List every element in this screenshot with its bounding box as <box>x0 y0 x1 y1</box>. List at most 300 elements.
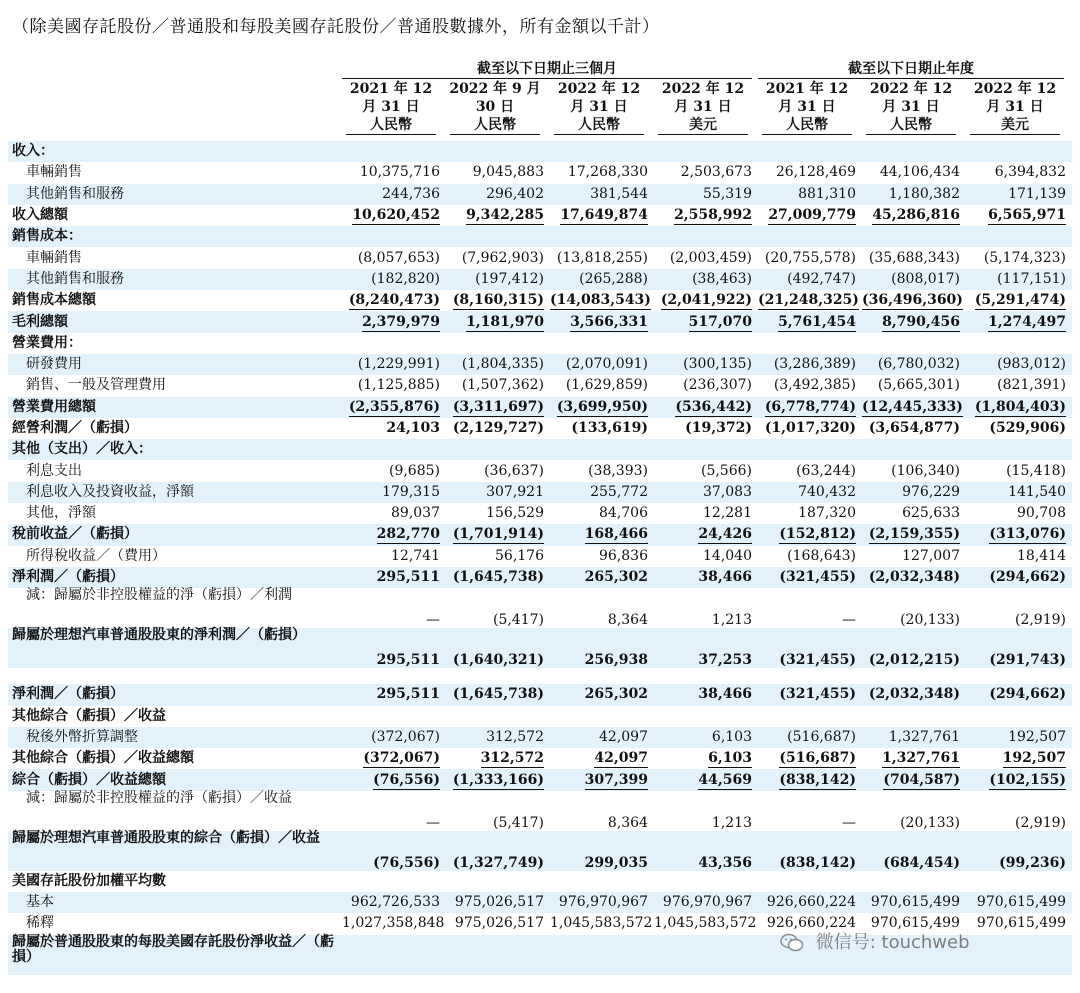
column-currency: 人民幣 <box>866 116 956 135</box>
cell-value <box>550 913 654 934</box>
cell-text: 127,007 <box>902 547 960 564</box>
cell-value <box>550 748 654 769</box>
cell-value <box>342 791 446 831</box>
cell-value <box>862 546 966 567</box>
cell-text: (821,391) <box>997 377 1066 394</box>
cell-value <box>758 439 862 460</box>
cell-value <box>550 439 654 460</box>
table-row <box>8 503 1072 524</box>
cell-value <box>654 311 758 332</box>
cell-text: 975,026,517 <box>454 894 544 911</box>
column-date: 2022 年 12 月 31 日 <box>869 81 953 115</box>
cell-text: (133,619) <box>571 420 648 436</box>
cell-value <box>550 892 654 913</box>
cell-text: (2,129,727) <box>452 420 544 436</box>
row-label: 減：歸屬於非控股權益的淨（虧損）／收益 <box>26 789 292 806</box>
cell-text: 9,045,883 <box>472 164 544 181</box>
cell-value <box>758 567 862 588</box>
cell-text: 881,310 <box>798 185 856 202</box>
cell-value <box>758 706 862 727</box>
row-label <box>8 668 342 684</box>
cell-value <box>966 831 1072 871</box>
cell-text: (20,133) <box>900 814 960 831</box>
cell-value <box>758 524 862 545</box>
cell-value <box>342 460 446 481</box>
cell-value <box>550 871 654 892</box>
table-row <box>8 397 1072 418</box>
cell-value <box>654 205 758 226</box>
cell-text: 43,356 <box>698 854 752 871</box>
cell-value <box>966 684 1072 705</box>
cell-value <box>862 290 966 311</box>
cell-text: 1,045,583,572 <box>550 915 653 932</box>
table-header <box>0 56 1080 140</box>
cell-text: 1,181,970 <box>466 313 544 330</box>
cell-text: 975,026,517 <box>454 915 544 932</box>
column-header <box>966 80 1064 135</box>
cell-text: (492,747) <box>787 270 856 287</box>
cell-value <box>966 397 1072 418</box>
cell-value <box>862 892 966 913</box>
cell-value <box>446 247 550 268</box>
cell-value <box>758 184 862 205</box>
cell-value <box>342 706 446 727</box>
table-row <box>8 418 1072 439</box>
cell-value <box>654 354 758 375</box>
cell-value <box>966 503 1072 524</box>
cell-value <box>758 333 862 354</box>
cell-value <box>966 727 1072 748</box>
cell-text: (294,662) <box>989 686 1066 703</box>
cell-text: (1,640,321) <box>452 652 544 669</box>
cell-text: (5,174,323) <box>983 249 1066 266</box>
cell-value <box>550 247 654 268</box>
cell-value <box>550 668 654 684</box>
cell-value <box>758 247 862 268</box>
cell-text: 970,615,499 <box>976 894 1066 911</box>
cell-value <box>654 482 758 503</box>
cell-value <box>862 354 966 375</box>
cell-value <box>966 588 1072 628</box>
cell-text: (2,919) <box>1014 814 1066 831</box>
cell-value <box>342 546 446 567</box>
cell-text: 8,790,456 <box>882 313 960 330</box>
cell-text: (372,067) <box>371 728 440 745</box>
row-label: 其他綜合（虧損）／收益總額 <box>12 750 194 767</box>
cell-text: 168,466 <box>584 526 648 543</box>
cell-text: (1,804,335) <box>461 356 544 373</box>
cell-text: (1,327,749) <box>452 854 544 871</box>
cell-text: (117,151) <box>997 270 1066 287</box>
cell-text: (76,556) <box>373 854 440 871</box>
cell-value <box>758 269 862 290</box>
cell-text: 3,566,331 <box>570 313 648 330</box>
cell-text: (3,311,697) <box>452 398 544 415</box>
cell-text: (1,645,738) <box>452 569 544 586</box>
cell-text: 18,414 <box>1017 547 1066 564</box>
cell-value <box>862 668 966 684</box>
cell-value <box>758 290 862 311</box>
cell-value <box>758 871 862 892</box>
cell-value <box>654 184 758 205</box>
cell-text: (1,701,914) <box>452 526 544 543</box>
row-label: 車輛銷售 <box>26 164 82 181</box>
cell-value <box>966 290 1072 311</box>
row-label: 銷售、一般及管理費用 <box>26 377 166 394</box>
cell-value <box>966 706 1072 727</box>
table-row <box>8 439 1072 460</box>
cell-text: (2,355,876) <box>348 398 440 415</box>
cell-value <box>342 418 446 439</box>
column-date: 2021 年 12 月 31 日 <box>765 81 849 115</box>
cell-value <box>550 588 654 628</box>
cell-text: 56,176 <box>495 547 544 564</box>
cell-text: 296,402 <box>486 185 544 202</box>
cell-value <box>654 290 758 311</box>
cell-value <box>966 418 1072 439</box>
column-header <box>654 80 752 135</box>
table-row <box>8 141 1072 162</box>
cell-value <box>654 397 758 418</box>
cell-value <box>654 668 758 684</box>
cell-value <box>758 892 862 913</box>
cell-text: — <box>842 612 856 629</box>
cell-value <box>550 460 654 481</box>
cell-value <box>446 706 550 727</box>
cell-text: (2,159,355) <box>868 526 960 543</box>
cell-text: 312,572 <box>486 728 544 745</box>
cell-text: (102,155) <box>989 771 1066 788</box>
table-row <box>8 290 1072 311</box>
cell-value <box>758 418 862 439</box>
cell-text: 1,213 <box>711 612 752 629</box>
cell-value <box>966 354 1072 375</box>
cell-text: (321,455) <box>779 569 856 586</box>
cell-text: 962,726,533 <box>350 894 440 911</box>
cell-value <box>550 482 654 503</box>
cell-text: 55,319 <box>703 185 752 202</box>
cell-value <box>862 375 966 396</box>
cell-text: (35,688,343) <box>868 249 960 266</box>
cell-text: (197,412) <box>475 270 544 287</box>
table-row <box>8 333 1072 354</box>
cell-value <box>446 831 550 871</box>
cell-value <box>550 628 654 668</box>
cell-value <box>862 831 966 871</box>
cell-value <box>550 162 654 183</box>
cell-text: 141,540 <box>1008 483 1066 500</box>
group-three-months: 截至以下日期止三個月 <box>477 61 617 77</box>
cell-value <box>550 524 654 545</box>
cell-value <box>966 439 1072 460</box>
cell-value <box>342 727 446 748</box>
column-date: 2022 年 12 月 31 日 <box>973 81 1057 115</box>
cell-text: 2,379,979 <box>362 313 440 330</box>
column-currency: 人民幣 <box>346 116 436 135</box>
cell-value <box>758 668 862 684</box>
cell-value <box>966 546 1072 567</box>
row-label: 毛利總額 <box>8 311 342 332</box>
cell-value <box>758 482 862 503</box>
cell-text: 625,633 <box>902 505 960 522</box>
cell-value <box>966 141 1072 162</box>
cell-text: (300,135) <box>683 356 752 373</box>
cell-value <box>966 226 1072 247</box>
cell-value <box>654 375 758 396</box>
cell-value <box>342 162 446 183</box>
row-label: 營業費用總額 <box>8 397 342 418</box>
cell-text: 187,320 <box>798 505 856 522</box>
cell-text: (14,083,543) <box>550 292 651 309</box>
cell-text: 307,399 <box>584 771 648 788</box>
row-label: 歸屬於普通股股東的每股美國存託股份淨收益／（虧損） <box>8 935 342 975</box>
cell-text: 24,426 <box>698 526 752 543</box>
cell-value <box>342 226 446 247</box>
cell-value <box>654 706 758 727</box>
cell-value <box>966 205 1072 226</box>
cell-text: 17,649,874 <box>560 207 648 224</box>
cell-text: (321,455) <box>779 652 856 669</box>
cell-value <box>342 354 446 375</box>
cell-value <box>966 871 1072 892</box>
cell-value <box>446 769 550 790</box>
cell-text: 37,253 <box>698 652 752 669</box>
cell-text: (529,906) <box>989 420 1066 436</box>
cell-text: (536,442) <box>675 398 752 415</box>
column-header <box>446 80 544 135</box>
cell-text: (76,556) <box>373 771 440 788</box>
cell-value <box>862 628 966 668</box>
cell-value <box>654 588 758 628</box>
cell-value <box>654 333 758 354</box>
cell-value <box>758 748 862 769</box>
cell-text: (21,248,325) <box>758 292 859 309</box>
cell-value <box>550 333 654 354</box>
cell-text: 156,529 <box>486 505 544 522</box>
cell-text: 255,772 <box>590 483 648 500</box>
cell-text: 517,070 <box>688 313 752 330</box>
cell-text: 5,761,454 <box>778 313 856 330</box>
cell-value <box>446 588 550 628</box>
cell-value <box>966 269 1072 290</box>
cell-text: 44,106,434 <box>879 164 960 181</box>
cell-value <box>654 727 758 748</box>
cell-text: 37,083 <box>703 483 752 500</box>
cell-text: 2,558,992 <box>674 207 752 224</box>
cell-text: (3,699,950) <box>556 398 648 415</box>
cell-value <box>550 290 654 311</box>
cell-value <box>446 668 550 684</box>
cell-value <box>342 935 446 975</box>
cell-value <box>342 141 446 162</box>
cell-value <box>654 546 758 567</box>
cell-text: (3,654,877) <box>868 420 960 436</box>
cell-value <box>758 684 862 705</box>
cell-text: — <box>426 814 440 831</box>
cell-value <box>654 524 758 545</box>
column-header <box>862 80 960 135</box>
cell-value <box>862 311 966 332</box>
cell-text: (808,017) <box>891 270 960 287</box>
cell-value <box>446 628 550 668</box>
column-date: 2022 年 12 月 31 日 <box>661 81 745 115</box>
cell-value <box>446 503 550 524</box>
cell-text: 10,620,452 <box>352 207 440 224</box>
cell-text: (2,041,922) <box>660 292 752 309</box>
cell-value <box>342 871 446 892</box>
cell-text: 1,027,358,848 <box>342 915 445 932</box>
cell-value <box>862 871 966 892</box>
cell-text: (12,445,333) <box>862 398 963 415</box>
cell-text: (313,076) <box>989 526 1066 543</box>
cell-value <box>446 354 550 375</box>
table-row <box>8 460 1072 481</box>
cell-text: (9,685) <box>388 462 440 479</box>
cell-value <box>966 460 1072 481</box>
watermark-text: 微信号: touchweb <box>815 932 970 953</box>
column-currency: 美元 <box>658 116 748 135</box>
cell-text: 295,511 <box>376 652 440 669</box>
cell-value <box>862 727 966 748</box>
table-row <box>8 482 1072 503</box>
cell-text: (1,629,859) <box>565 377 648 394</box>
cell-value <box>342 913 446 934</box>
cell-value <box>342 668 446 684</box>
cell-value <box>446 333 550 354</box>
table-row <box>8 269 1072 290</box>
cell-value <box>550 769 654 790</box>
column-header <box>342 80 440 135</box>
cell-text: (5,417) <box>492 814 544 831</box>
cell-text: 42,097 <box>594 750 648 767</box>
cell-text: 976,970,967 <box>558 894 648 911</box>
row-label: 銷售成本： <box>8 226 342 247</box>
cell-text: (6,778,774) <box>764 398 856 415</box>
cell-text: (2,003,459) <box>669 249 752 266</box>
cell-value <box>446 460 550 481</box>
cell-text: (372,067) <box>363 750 440 767</box>
cell-text: 2,503,673 <box>680 164 752 181</box>
column-header <box>758 80 856 135</box>
row-label: 減：歸屬於非控股權益的淨（虧損）／利潤 <box>26 587 292 604</box>
cell-value <box>342 588 446 628</box>
cell-text: 38,466 <box>698 686 752 703</box>
table-row <box>8 871 1072 892</box>
cell-value <box>758 375 862 396</box>
cell-value <box>446 269 550 290</box>
cell-value <box>446 141 550 162</box>
cell-value <box>862 684 966 705</box>
cell-text: (6,780,032) <box>877 356 960 373</box>
row-label: 淨利潤／（虧損） <box>8 684 342 705</box>
cell-value <box>446 375 550 396</box>
cell-value <box>966 892 1072 913</box>
cell-value <box>550 418 654 439</box>
cell-value <box>862 503 966 524</box>
cell-value <box>758 503 862 524</box>
income-statement-table <box>8 141 1072 975</box>
cell-value <box>862 460 966 481</box>
cell-value <box>862 791 966 831</box>
cell-value <box>446 205 550 226</box>
cell-value <box>654 748 758 769</box>
cell-text: 38,466 <box>698 569 752 586</box>
cell-text: (19,372) <box>685 420 752 436</box>
cell-value <box>342 831 446 871</box>
cell-text: (36,496,360) <box>862 292 963 309</box>
row-label: 收入： <box>8 141 342 162</box>
cell-value <box>550 935 654 975</box>
cell-value <box>966 333 1072 354</box>
cell-value <box>862 748 966 769</box>
cell-value <box>654 226 758 247</box>
cell-value <box>654 892 758 913</box>
cell-value <box>550 397 654 418</box>
cell-text: 192,507 <box>1002 750 1066 767</box>
cell-text: (1,804,403) <box>974 398 1066 415</box>
cell-value <box>862 269 966 290</box>
cell-value <box>342 628 446 668</box>
cell-value <box>550 375 654 396</box>
row-label: 其他綜合（虧損）／收益 <box>12 707 166 724</box>
cell-value <box>342 269 446 290</box>
column-header <box>550 80 648 135</box>
cell-text: (3,286,389) <box>773 356 856 373</box>
cell-value <box>862 482 966 503</box>
column-currency: 人民幣 <box>762 116 852 135</box>
row-label: 其他（支出）／收入： <box>8 439 342 460</box>
cell-value <box>550 226 654 247</box>
cell-value <box>446 791 550 831</box>
cell-text: (2,070,091) <box>565 356 648 373</box>
cell-value <box>758 546 862 567</box>
cell-value <box>862 418 966 439</box>
cell-text: 265,302 <box>584 569 648 586</box>
cell-value <box>862 184 966 205</box>
row-label: 銷售成本總額 <box>12 292 96 309</box>
cell-text: 6,565,971 <box>988 207 1066 224</box>
cell-value <box>966 913 1072 934</box>
cell-text: (1,333,166) <box>452 771 544 788</box>
row-label: 車輛銷售 <box>26 249 82 266</box>
cell-text: 307,921 <box>486 483 544 500</box>
cell-text: 970,615,499 <box>870 915 960 932</box>
cell-value <box>550 311 654 332</box>
row-label: 稅前收益／（虧損） <box>8 524 342 545</box>
cell-text: 6,394,832 <box>994 164 1066 181</box>
cell-value <box>446 524 550 545</box>
row-label: 稀釋 <box>26 915 54 932</box>
cell-value <box>342 205 446 226</box>
cell-value <box>342 397 446 418</box>
cell-text: (704,587) <box>883 771 960 788</box>
cell-text: (182,820) <box>371 270 440 287</box>
cell-text: 926,660,224 <box>766 915 856 932</box>
cell-value <box>862 588 966 628</box>
cell-value <box>654 439 758 460</box>
cell-text: (63,244) <box>796 462 856 479</box>
cell-value <box>446 290 550 311</box>
cell-value <box>654 684 758 705</box>
watermark <box>780 928 970 954</box>
cell-text: (1,507,362) <box>461 377 544 394</box>
cell-text: 12,741 <box>391 547 440 564</box>
cell-value <box>966 311 1072 332</box>
cell-text: (294,662) <box>989 569 1066 586</box>
table-row <box>8 727 1072 748</box>
cell-text: 970,615,499 <box>870 894 960 911</box>
cell-value <box>758 628 862 668</box>
